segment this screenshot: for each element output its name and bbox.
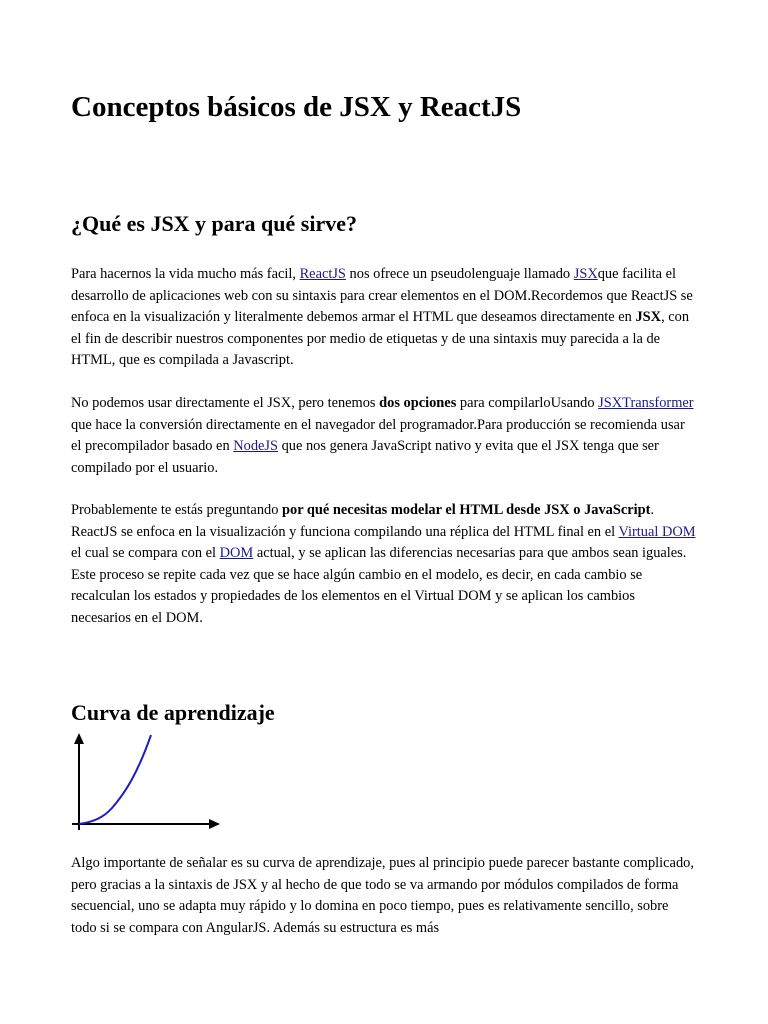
page-title: Conceptos básicos de JSX y ReactJS xyxy=(71,91,522,123)
text-run: Para hacernos la vida mucho más facil, xyxy=(71,266,300,282)
paragraph-learning-curve: Algo importante de señalar es su curva de aprendizaje, pues al principio puede parecer bastante complicado, pero gracias a la sintaxis de JSX y al hecho de que todo se va armando por módulos compilados de forma secuencial, uno se adapta muy rápido y lo domina en poco tiempo, pues es relativamente sencillo, sobre todo si se compara con AngularJS. Además su estructura es más xyxy=(71,855,694,936)
paragraph-virtual-dom xyxy=(71,500,696,630)
link-nodejs[interactable]: NodeJS xyxy=(233,438,279,455)
section-heading-jsx: ¿Qué es JSX y para qué sirve? xyxy=(71,211,357,236)
link-reactjs[interactable]: ReactJS xyxy=(299,266,346,282)
link-dom[interactable]: DOM xyxy=(219,545,254,562)
text-run: que facilita el desarrollo de aplicaciones web con su sintaxis para crear elementos en el DOM.Recordemos que ReactJS se enfoca en la visualización y literalmente debemos armar el HTML que deseamos directamente en xyxy=(71,266,693,326)
learning-curve-line xyxy=(79,735,151,824)
bold-question: por qué necesitas modelar el HTML desde JSX o JavaScript xyxy=(282,502,651,518)
paragraph-jsx-intro xyxy=(71,264,696,372)
y-axis-arrowhead xyxy=(74,733,84,744)
link-jsxtransformer[interactable]: JSXTransformer xyxy=(598,395,694,411)
bold-dos-opciones: dos opciones xyxy=(379,395,457,411)
text-run: que nos genera JavaScript nativo y evita que el JSX tenga que ser compilado por el usuario. xyxy=(71,438,659,476)
link-virtual-dom[interactable]: Virtual DOM xyxy=(618,523,696,540)
text-run: que hace la conversión directamente en el navegador del programador.Para producción se recomienda usar el precompilador basado en xyxy=(71,416,685,455)
learning-curve-graph-icon xyxy=(68,730,224,834)
link-jsx[interactable]: JSX xyxy=(573,266,598,282)
text-run: . ReactJS se enfoca en la visualización y funciona compilando una réplica del HTML final en el xyxy=(71,502,655,540)
section-heading-curva: Curva de aprendizaje xyxy=(71,700,275,725)
text-run: para compilarloUsando xyxy=(456,395,599,411)
text-run: , con el fin de describir nuestros componentes por medio de etiquetas y de una sintaxis muy parecida a la de HTML, que es compilada a Javascript. xyxy=(71,309,690,369)
text-run: Probablemente te estás preguntando xyxy=(71,502,282,518)
x-axis-arrowhead xyxy=(209,819,220,829)
text-run: nos ofrece un pseudolenguaje llamado xyxy=(345,266,574,282)
text-run: actual, y se aplican las diferencias necesarias para que ambos sean iguales. Este proceso se repite cada vez que se hace algún cambio en el modelo, es decir, en cada cambio se recalculan los estados y propiedades de los elementos en el Virtual DOM y se aplican los cambios necesarios en el DOM. xyxy=(71,545,687,626)
text-run: No podemos usar directamente el JSX, pero tenemos xyxy=(71,395,380,411)
paragraph-compile-options xyxy=(71,393,696,479)
bold-jsx: JSX xyxy=(635,309,662,326)
text-run: el cual se compara con el xyxy=(71,545,220,562)
